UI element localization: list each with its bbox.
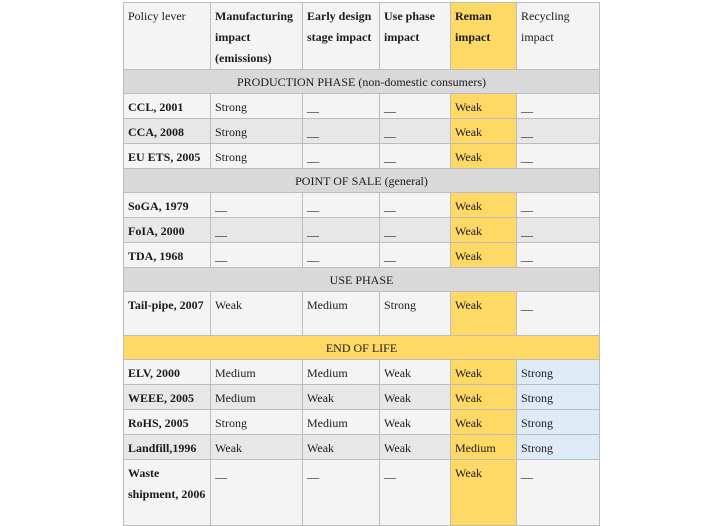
table-row	[124, 193, 600, 218]
lever-cell: CCA, 2008	[124, 119, 211, 144]
header-use-phase: Use phase impact	[380, 3, 451, 70]
early-design-cell: __	[303, 218, 380, 243]
recycling-cell: Strong	[517, 360, 600, 385]
reman-cell: Weak	[451, 360, 517, 385]
use-phase-cell: Weak	[380, 435, 451, 460]
table-row	[124, 360, 600, 385]
early-design-cell: Medium	[303, 292, 380, 336]
use-phase-cell: __	[380, 460, 451, 526]
use-phase-cell: __	[380, 193, 451, 218]
table-row	[124, 119, 600, 144]
reman-cell: Weak	[451, 460, 517, 526]
manufacturing-cell: Strong	[211, 410, 303, 435]
lever-cell: WEEE, 2005	[124, 385, 211, 410]
table-row	[124, 460, 600, 526]
use-phase-cell: Strong	[380, 292, 451, 336]
section-production	[124, 70, 600, 94]
table-row	[124, 435, 600, 460]
table-row	[124, 410, 600, 435]
policy-impact-table	[123, 2, 600, 526]
manufacturing-cell: Strong	[211, 144, 303, 169]
recycling-cell: Strong	[517, 385, 600, 410]
early-design-cell: __	[303, 193, 380, 218]
manufacturing-cell: __	[211, 193, 303, 218]
table-row	[124, 292, 600, 336]
recycling-cell: Strong	[517, 410, 600, 435]
section-use-phase	[124, 268, 600, 292]
table-row	[124, 144, 600, 169]
use-phase-cell: Weak	[380, 385, 451, 410]
reman-cell: Weak	[451, 410, 517, 435]
manufacturing-cell: Strong	[211, 119, 303, 144]
reman-cell: Weak	[451, 94, 517, 119]
lever-cell: ELV, 2000	[124, 360, 211, 385]
header-policy-lever: Policy lever	[124, 3, 211, 70]
reman-cell: Medium	[451, 435, 517, 460]
lever-cell: Tail-pipe, 2007	[124, 292, 211, 336]
section-title: POINT OF SALE (general)	[124, 169, 600, 193]
reman-cell: Weak	[451, 243, 517, 268]
reman-cell: Weak	[451, 193, 517, 218]
header-recycling: Recycling impact	[517, 3, 600, 70]
section-end-of-life	[124, 336, 600, 360]
section-title: USE PHASE	[124, 268, 600, 292]
use-phase-cell: __	[380, 119, 451, 144]
early-design-cell: __	[303, 94, 380, 119]
use-phase-cell: __	[380, 243, 451, 268]
header-row	[124, 3, 600, 70]
reman-cell: Weak	[451, 292, 517, 336]
use-phase-cell: __	[380, 218, 451, 243]
recycling-cell: __	[517, 94, 600, 119]
early-design-cell: __	[303, 460, 380, 526]
recycling-cell: __	[517, 218, 600, 243]
early-design-cell: Medium	[303, 410, 380, 435]
use-phase-cell: __	[380, 94, 451, 119]
early-design-cell: Weak	[303, 435, 380, 460]
section-title: PRODUCTION PHASE (non-domestic consumers)	[124, 70, 600, 94]
lever-cell: TDA, 1968	[124, 243, 211, 268]
header-manufacturing: Manufacturing impact (emissions)	[211, 3, 303, 70]
lever-cell: Waste shipment, 2006	[124, 460, 211, 526]
section-title: END OF LIFE	[124, 336, 600, 360]
lever-cell: SoGA, 1979	[124, 193, 211, 218]
use-phase-cell: __	[380, 144, 451, 169]
recycling-cell: __	[517, 460, 600, 526]
section-point-of-sale	[124, 169, 600, 193]
reman-cell: Weak	[451, 218, 517, 243]
reman-cell: Weak	[451, 144, 517, 169]
manufacturing-cell: __	[211, 460, 303, 526]
recycling-cell: __	[517, 193, 600, 218]
lever-cell: Landfill,1996	[124, 435, 211, 460]
table-row	[124, 385, 600, 410]
manufacturing-cell: Strong	[211, 94, 303, 119]
lever-cell: FoIA, 2000	[124, 218, 211, 243]
manufacturing-cell: Medium	[211, 360, 303, 385]
recycling-cell: __	[517, 243, 600, 268]
lever-cell: RoHS, 2005	[124, 410, 211, 435]
early-design-cell: __	[303, 144, 380, 169]
table-row	[124, 218, 600, 243]
table-row	[124, 243, 600, 268]
use-phase-cell: Weak	[380, 410, 451, 435]
early-design-cell: Medium	[303, 360, 380, 385]
manufacturing-cell: __	[211, 218, 303, 243]
recycling-cell: __	[517, 144, 600, 169]
recycling-cell: Strong	[517, 435, 600, 460]
reman-cell: Weak	[451, 119, 517, 144]
header-reman: Reman impact	[451, 3, 517, 70]
lever-cell: CCL, 2001	[124, 94, 211, 119]
recycling-cell: __	[517, 119, 600, 144]
manufacturing-cell: Weak	[211, 435, 303, 460]
table-row	[124, 94, 600, 119]
recycling-cell: __	[517, 292, 600, 336]
lever-cell: EU ETS, 2005	[124, 144, 211, 169]
header-early-design: Early design stage impact	[303, 3, 380, 70]
manufacturing-cell: __	[211, 243, 303, 268]
early-design-cell: __	[303, 119, 380, 144]
manufacturing-cell: Medium	[211, 385, 303, 410]
early-design-cell: __	[303, 243, 380, 268]
manufacturing-cell: Weak	[211, 292, 303, 336]
early-design-cell: Weak	[303, 385, 380, 410]
use-phase-cell: Weak	[380, 360, 451, 385]
reman-cell: Weak	[451, 385, 517, 410]
